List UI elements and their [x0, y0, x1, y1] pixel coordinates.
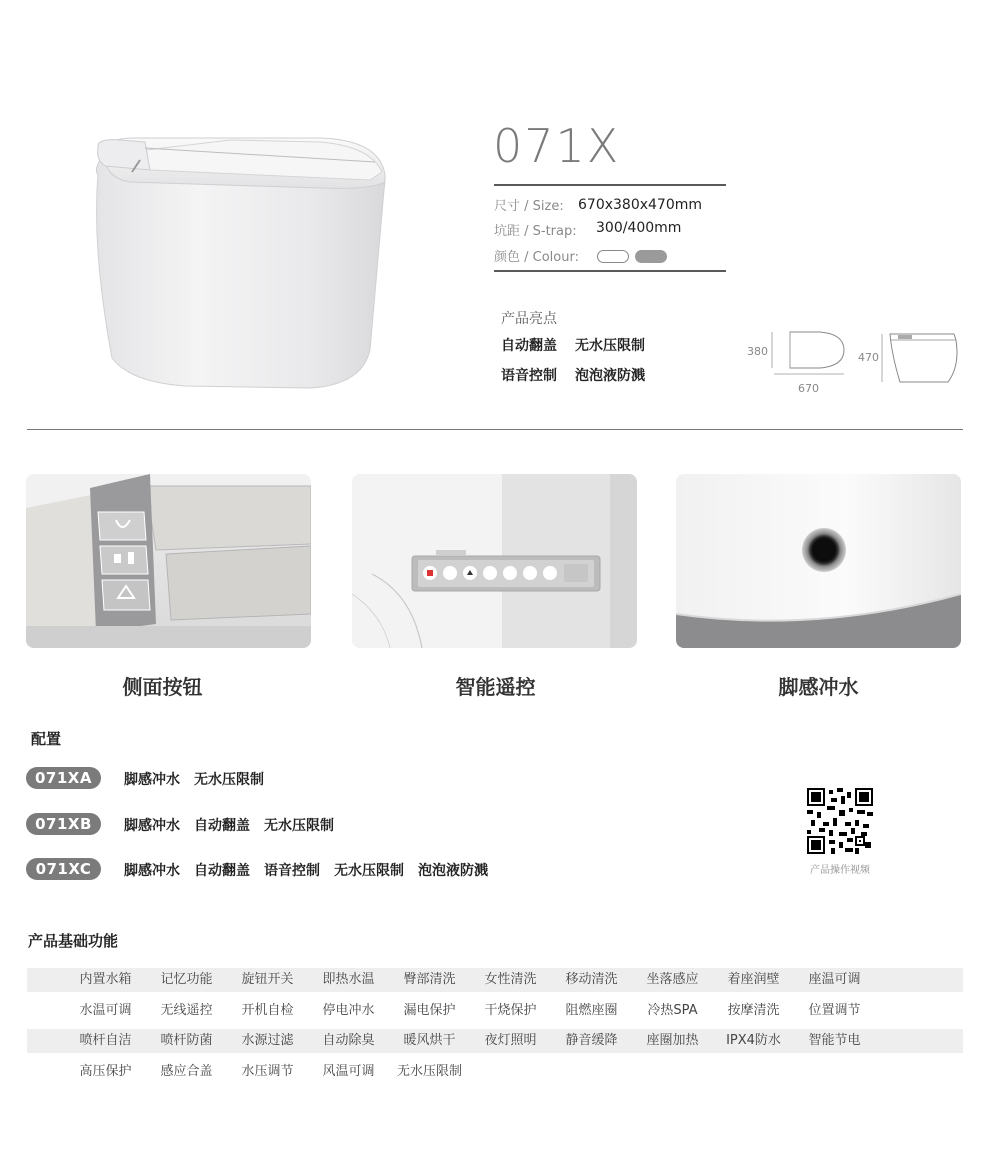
spec-bottom-rule [494, 270, 726, 272]
variant-features-071xc [124, 860, 488, 880]
highlight-item: 泡泡液防溅 [575, 368, 645, 384]
model-title: 071X [493, 119, 621, 173]
function-cell: 移动清洗 [565, 972, 618, 987]
variant-feature: 脚感冲水 [124, 863, 180, 879]
function-cell: 自动除臭 [322, 1033, 375, 1048]
function-cell: 坐落感应 [646, 972, 699, 987]
function-cell: 臀部清洗 [403, 972, 456, 987]
spec-size-value: 670x380x470mm [578, 197, 703, 213]
dim-width-label: 380 [747, 345, 768, 358]
photo-foot-flush [676, 474, 961, 648]
variant-badge-071xb: 071XB [26, 813, 101, 835]
feature-caption-side-buttons: 侧面按钮 [122, 675, 203, 699]
feature-caption-remote: 智能遥控 [455, 675, 536, 699]
feature-caption-foot-flush: 脚感冲水 [778, 675, 859, 699]
function-cell: 水温可调 [79, 1002, 132, 1018]
qr-caption: 产品操作视频 [810, 865, 870, 876]
spec-size-label: 尺寸 / Size: [494, 199, 564, 214]
function-cell: 夜灯照明 [484, 1033, 537, 1048]
variant-feature: 无水压限制 [334, 863, 404, 879]
variant-feature: 泡泡液防溅 [418, 863, 488, 879]
qr-code[interactable] [807, 788, 873, 854]
spec-strap-label: 坑距 / S-trap: [494, 224, 577, 239]
variant-feature: 脚感冲水 [124, 818, 180, 834]
spec-strap-value: 300/400mm [596, 220, 682, 236]
section-divider [27, 429, 963, 430]
variant-feature: 无水压限制 [264, 818, 334, 834]
function-cell: 即热水温 [322, 972, 375, 987]
functions-row [27, 1029, 963, 1053]
function-cell: 着座润壁 [727, 972, 780, 987]
variant-feature: 语音控制 [264, 863, 320, 879]
variant-feature: 脚感冲水 [124, 772, 180, 788]
colour-swatch-white[interactable] [597, 250, 629, 263]
function-cell: 智能节电 [808, 1033, 861, 1048]
functions-table [27, 968, 963, 1090]
variant-badge-071xa: 071XA [26, 767, 101, 789]
function-cell: 水压调节 [241, 1063, 294, 1079]
functions-title: 产品基础功能 [28, 932, 119, 950]
highlight-item: 语音控制 [501, 368, 557, 384]
variant-feature: 自动翻盖 [194, 863, 250, 879]
function-cell: 喷杆自洁 [79, 1033, 132, 1048]
function-cell: 暖风烘干 [403, 1033, 456, 1048]
colour-swatch-grey[interactable] [635, 250, 667, 263]
function-cell: 无水压限制 [396, 1063, 462, 1079]
dim-length-label: 670 [798, 382, 819, 395]
dimension-drawing [742, 326, 967, 402]
variant-features-071xb [124, 815, 334, 835]
function-cell: 位置调节 [808, 1002, 861, 1018]
function-cell: 按摩清洗 [727, 1002, 780, 1018]
highlight-item: 自动翻盖 [501, 338, 557, 354]
function-cell: 水源过滤 [241, 1033, 294, 1048]
highlight-item: 无水压限制 [575, 338, 645, 354]
function-cell: 开机自检 [241, 1002, 294, 1018]
functions-row [27, 999, 963, 1023]
function-cell: 记忆功能 [160, 972, 213, 987]
variant-feature: 自动翻盖 [194, 818, 250, 834]
function-cell: 内置水箱 [79, 972, 132, 987]
function-cell: 座温可调 [808, 972, 861, 987]
spec-colour-label: 颜色 / Colour: [494, 250, 579, 265]
function-cell: 漏电保护 [403, 1002, 456, 1018]
function-cell: 停电冲水 [322, 1002, 375, 1018]
function-cell: 静音缓降 [565, 1033, 618, 1048]
function-cell: 风温可调 [322, 1063, 375, 1079]
function-cell: 喷杆防菌 [160, 1033, 213, 1048]
function-cell: 座圈加热 [646, 1033, 699, 1048]
function-cell: 旋钮开关 [241, 972, 294, 987]
spec-top-rule [494, 184, 726, 186]
function-cell: 无线遥控 [160, 1002, 213, 1018]
config-title: 配置 [31, 730, 62, 748]
variant-features-071xa [124, 769, 264, 789]
functions-row [27, 1060, 963, 1084]
dim-height-label: 470 [858, 351, 879, 364]
function-cell: 干烧保护 [484, 1002, 537, 1018]
photo-side-buttons [26, 474, 311, 648]
photo-remote-control [352, 474, 637, 648]
functions-row [27, 968, 963, 992]
function-cell: 冷热SPA [647, 1002, 698, 1018]
function-cell: IPX4防水 [726, 1033, 781, 1048]
function-cell: 感应合盖 [160, 1063, 213, 1079]
variant-feature: 无水压限制 [194, 772, 264, 788]
function-cell: 女性清洗 [484, 972, 537, 987]
highlights-title: 产品亮点 [501, 311, 557, 327]
product-image [70, 100, 410, 410]
function-cell: 阻燃座圈 [565, 1002, 618, 1018]
variant-badge-071xc: 071XC [26, 858, 101, 880]
function-cell: 高压保护 [79, 1063, 132, 1079]
